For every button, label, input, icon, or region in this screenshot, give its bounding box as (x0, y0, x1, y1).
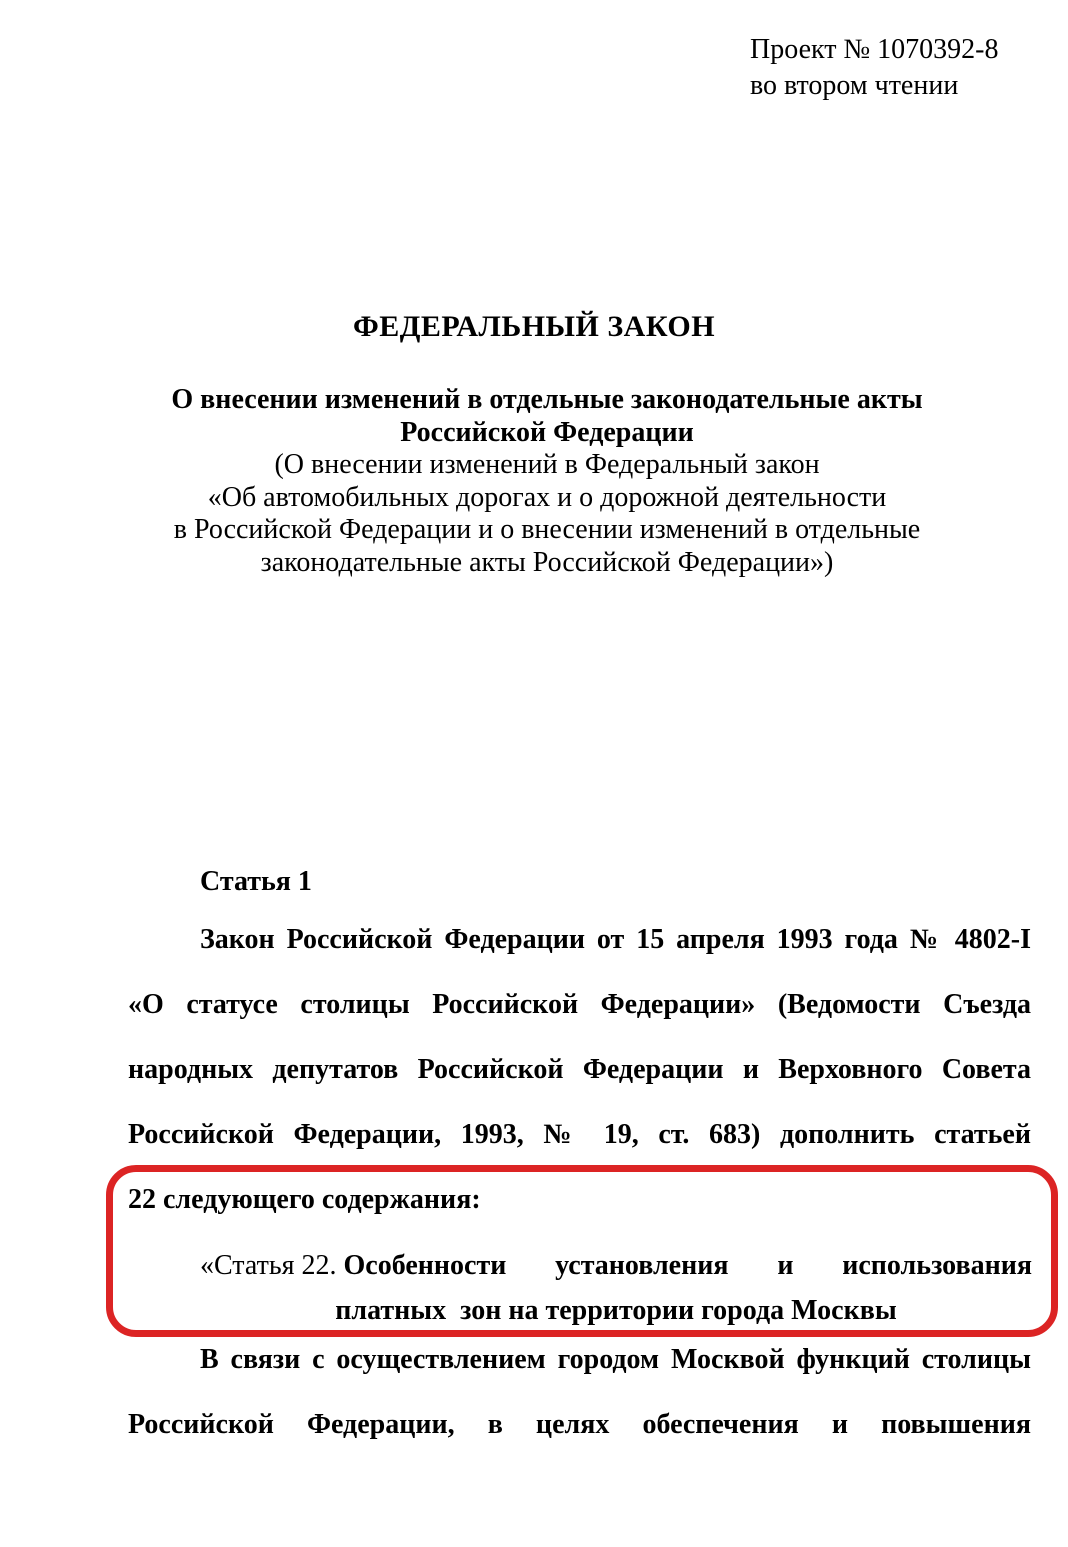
paragraph-line: В связи с осуществлением городом Москвой функций столицы (200, 1344, 1031, 1375)
article22-title-word: использования (842, 1250, 1032, 1281)
law-title: ФЕДЕРАЛЬНЫЙ ЗАКОН (352, 310, 716, 343)
subtitle-regular-line: законодательные акты Российской Федерации») (260, 546, 834, 578)
reading-stage-line: во втором чтении (750, 70, 959, 101)
article22-title-word: установления (555, 1250, 729, 1281)
paragraph-line: народных депутатов Российской Федерации и Верховного Совета (128, 1054, 1031, 1085)
article22-heading-start (200, 1250, 506, 1282)
project-number-line: Проект № 1070392-8 (750, 34, 999, 65)
article22-heading-line1 (200, 1250, 1032, 1282)
article1-paragraph (128, 924, 1031, 1249)
article1-heading: Статья 1 (200, 866, 312, 897)
document-header (750, 32, 999, 104)
paragraph-line: «О статусе столицы Российской Федерации» (Ведомости Съезда (128, 989, 1031, 1020)
paragraph-line: Российской Федерации, 1993, № 19, ст. 683) дополнить статьей (128, 1119, 1031, 1150)
law-subtitle (64, 384, 1030, 579)
paragraph-line: 22 следующего содержания: (128, 1184, 481, 1215)
article22-title-word: Особенности (343, 1250, 507, 1281)
paragraph-line: Российской Федерации, в целях обеспечения и повышения (128, 1409, 1031, 1440)
subtitle-regular-line: «Об автомобильных дорогах и о дорожной деятельности (207, 481, 887, 513)
article22-body-paragraph (128, 1344, 1031, 1474)
article22-title-word: и (777, 1250, 794, 1281)
article22-prefix: «Статья 22. (200, 1250, 337, 1281)
subtitle-regular-line: в Российской Федерации и о внесении изменений в отдельные (173, 514, 921, 545)
article22-heading-line2: платных зон на территории города Москвы (335, 1295, 897, 1326)
subtitle-regular-line: (О внесении изменений в Федеральный закон (274, 449, 820, 480)
subtitle-bold-line: Российской Федерации (400, 416, 694, 448)
paragraph-line: Закон Российской Федерации от 15 апреля 1993 года № 4802-I (200, 924, 1031, 955)
subtitle-bold-line: О внесении изменений в отдельные законодательные акты (171, 384, 923, 415)
